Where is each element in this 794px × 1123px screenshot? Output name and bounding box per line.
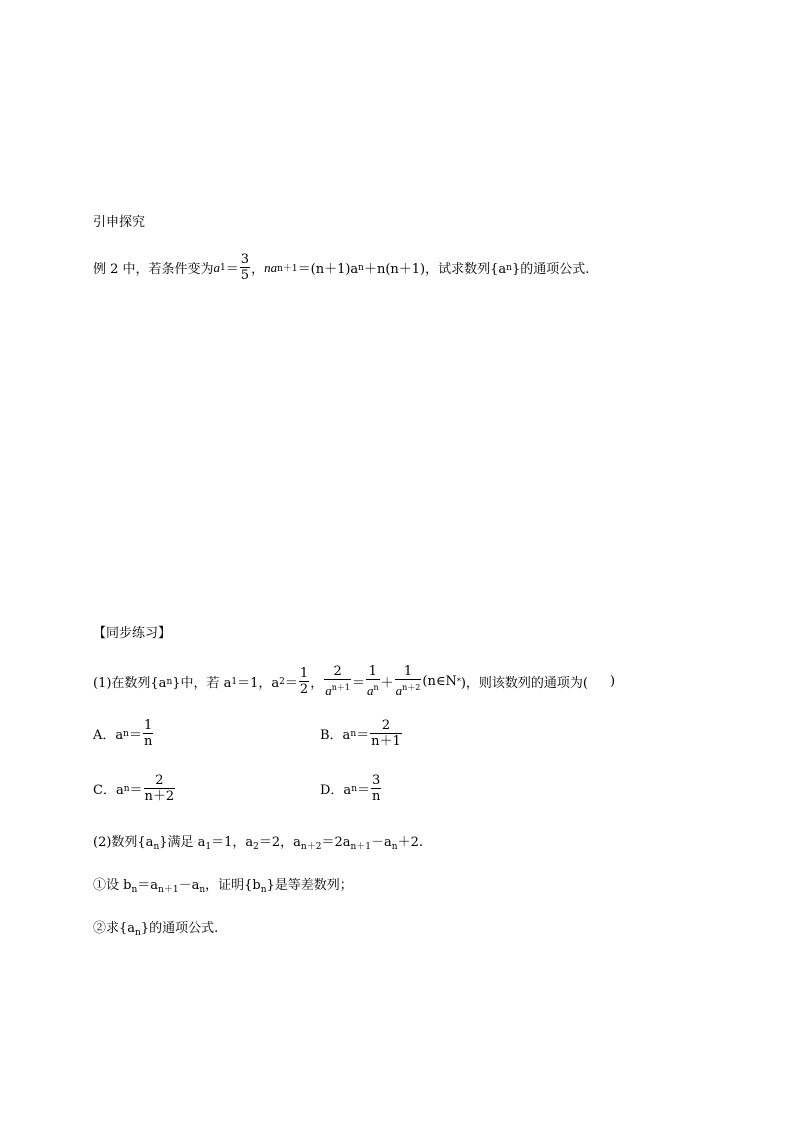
option-label: B．a — [320, 728, 351, 743]
subscript: n — [391, 842, 398, 852]
option-fraction — [370, 718, 402, 749]
frac-den: 2 — [299, 682, 309, 697]
frac-den: n＋2 — [144, 789, 175, 804]
fraction-1-over-a — [366, 664, 380, 699]
question-1-statement — [93, 664, 615, 699]
superscript: * — [456, 677, 461, 686]
frac-num: 2 — [381, 718, 391, 733]
subscript: n — [358, 262, 364, 273]
question-2-part-1 — [93, 874, 353, 895]
subscript: 2 — [253, 842, 259, 852]
subscript: 1 — [231, 676, 238, 687]
q1-domain: (n∈N — [422, 674, 457, 689]
frac-num: 1 — [368, 664, 377, 679]
q2a-text: }是等差数列； — [266, 878, 353, 893]
var-a: a — [366, 683, 374, 698]
subscript: n — [131, 885, 138, 895]
subscript: n — [135, 928, 141, 938]
subscript: n — [506, 262, 512, 273]
q2-prefix: (2)数列{a — [93, 835, 154, 850]
example-prefix: 例 2 中，若条件变为 — [93, 262, 214, 277]
comma: ， — [251, 262, 265, 277]
subscript: n — [260, 885, 267, 895]
option-fraction — [371, 773, 381, 804]
var-n: n — [264, 259, 271, 275]
fraction-3-5 — [240, 252, 250, 283]
q2-text: －a — [371, 835, 392, 850]
q1-text: }中，若 a — [172, 676, 232, 691]
q2a-text: ，证明{b — [205, 878, 261, 893]
fraction-1-2 — [299, 666, 309, 697]
subscript: n — [199, 885, 206, 895]
option-label: D．a — [320, 783, 352, 798]
frac-den — [366, 679, 380, 699]
superscript: n — [373, 683, 379, 692]
equals: ＝ — [128, 728, 142, 743]
q1-prompt: )，则该数列的通项为( — [460, 676, 588, 691]
subscript: n — [166, 676, 173, 687]
equals: ＝ — [225, 262, 239, 277]
frac-den: 5 — [240, 268, 250, 283]
subscript: n — [123, 783, 130, 794]
q2a-text: －a — [178, 878, 200, 893]
section-heading-practice: 【同步练习】 — [93, 626, 172, 641]
option-b — [320, 718, 403, 749]
option-fraction — [144, 773, 176, 804]
recurrence-middle: ＝(n＋1)a — [297, 262, 359, 277]
option-label: A．a — [93, 728, 124, 743]
q1-text: ＝1，a — [237, 676, 280, 691]
q2-text: }满足 a — [159, 835, 206, 850]
example-2-statement — [93, 252, 589, 283]
frac-den: n＋1 — [371, 734, 401, 749]
equals: ＝ — [351, 676, 365, 691]
frac-num: 1 — [403, 664, 413, 679]
q2-text: ＋2. — [397, 835, 423, 850]
frac-den — [324, 679, 351, 699]
subscript: 1 — [220, 262, 226, 273]
subscript: n＋1 — [158, 885, 179, 895]
option-c — [93, 773, 176, 804]
question-2-statement — [93, 831, 423, 852]
equals: ＝ — [129, 783, 143, 798]
equals: ＝ — [356, 783, 370, 798]
option-fraction — [143, 718, 153, 749]
var-a: a — [270, 259, 278, 275]
option-a — [93, 718, 154, 749]
subscript: n — [350, 728, 357, 739]
subscript: 1 — [205, 842, 212, 852]
subscript: n＋1 — [277, 264, 298, 274]
subscript: n＋1 — [350, 842, 372, 852]
frac-num: 3 — [372, 773, 381, 788]
subscript: n＋2 — [300, 842, 322, 852]
q2-text: ＝2，a — [258, 835, 301, 850]
frac-den: n — [372, 789, 381, 804]
superscript: n＋1 — [331, 683, 350, 692]
frac-num: 1 — [299, 666, 309, 681]
example-suffix: }的通项公式. — [511, 262, 590, 277]
var-a: a — [395, 683, 403, 698]
close-paren: ) — [610, 674, 616, 689]
option-label: C．a — [93, 783, 124, 798]
plus: ＋ — [380, 676, 394, 691]
equals: ＝ — [356, 728, 370, 743]
frac-den — [395, 679, 422, 699]
section-heading-extension: 引申探究 — [93, 215, 146, 230]
q2-text: ＝2a — [321, 835, 351, 850]
var-a: a — [325, 683, 332, 698]
frac-num: 2 — [155, 773, 164, 788]
frac-den: n — [143, 734, 153, 749]
subscript: 2 — [279, 676, 285, 687]
q2b-text: }的通项公式. — [140, 921, 219, 936]
q1-prefix: (1)在数列{a — [93, 676, 167, 691]
subscript: n — [351, 783, 357, 794]
equals: ＝ — [284, 676, 298, 691]
question-2-part-2 — [93, 917, 218, 938]
option-d — [320, 773, 382, 804]
fraction-1-over-a-n2 — [395, 664, 422, 699]
frac-num: 3 — [240, 252, 250, 267]
subscript: n — [153, 842, 160, 852]
recurrence-tail: ＋n(n＋1)，试求数列{a — [363, 262, 507, 277]
frac-num: 1 — [144, 718, 153, 733]
q2-text: ＝1，a — [211, 835, 254, 850]
subscript: n — [123, 728, 129, 739]
frac-num: 2 — [333, 664, 342, 679]
var-a: a — [213, 259, 221, 275]
superscript: n＋2 — [402, 683, 421, 692]
comma: ， — [310, 676, 324, 691]
fraction-2-over-a — [324, 664, 351, 699]
q2b-prefix: ②求{a — [93, 921, 136, 936]
q2a-prefix: ①设 b — [93, 878, 132, 893]
q2a-text: ＝a — [137, 878, 159, 893]
